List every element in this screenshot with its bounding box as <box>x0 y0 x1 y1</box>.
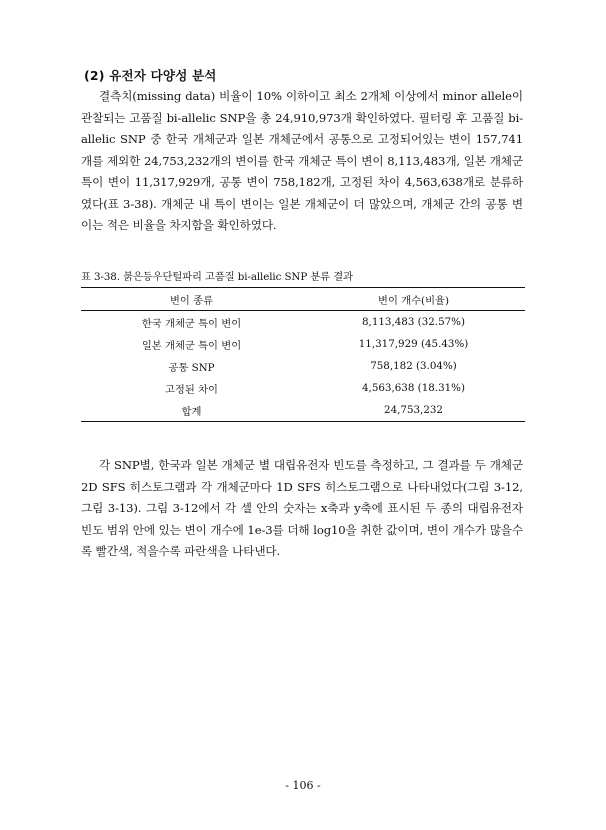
table-row <box>81 333 525 355</box>
cell-variant-count: 758,182 (3.04%) <box>370 360 457 372</box>
cell-variant-type: 한국 개체군 특이 변이 <box>141 317 242 330</box>
cell-variant-count: 11,317,929 (45.43%) <box>358 338 469 350</box>
header-variant-count: 변이 개수(비율) <box>302 288 525 311</box>
section-heading: (2) 유전자 다양성 분석 <box>84 68 217 83</box>
table-header-row <box>81 288 525 311</box>
body-paragraph-2: 각 SNP별, 한국과 일본 개체군 별 대립유전자 빈도를 측정하고, 그 결과를 두 개체군 2D SFS 히스토그램과 각 개체군마다 1D SFS 히스토그램으로 나타내었다(그림 3-12, 그림 3-13). 그림 3-12에서 각 셀 안의 숫자는 x축과 y축에 표시된 두 종의 대립유전자 빈도 범위 안에 있는 변이 개수에 1e-3를 더해 log10을 취한 값이며, 변이 개수가 많을수록 빨간색, 적을수록 파란색을 나타낸다. <box>81 458 523 558</box>
cell-variant-count: 8,113,483 (32.57%) <box>362 316 465 328</box>
table-row <box>81 355 525 377</box>
table-caption: 표 3-38. 붉은등우단털파리 고품질 bi-allelic SNP 분류 결과 <box>81 271 353 283</box>
header-variant-type: 변이 종류 <box>81 288 302 311</box>
cell-variant-type: 고정된 차이 <box>164 383 218 396</box>
cell-total-count: 24,753,232 <box>302 399 525 422</box>
table-total-row <box>81 399 525 422</box>
cell-variant-count: 4,563,638 (18.31%) <box>362 382 465 394</box>
cell-variant-type: 공통 SNP <box>168 361 215 374</box>
cell-total-label: 합계 <box>81 399 302 422</box>
table-row <box>81 377 525 399</box>
cell-variant-type: 일본 개체군 특이 변이 <box>141 339 242 352</box>
snp-classification-table <box>81 287 525 422</box>
table-row <box>81 311 525 334</box>
page-number: - 106 - <box>285 779 321 792</box>
body-paragraph-1: 결측치(missing data) 비율이 10% 이하이고 최소 2개체 이상에서 minor allele이 관찰되는 고품질 bi-allelic SNP을 총 24,910,973개 확인하였다. 필터링 후 고품질 bi-allelic SNP 중 한국 개체군과 일본 개체군에서 공통으로 고정되어있는 변이 157,741개를 제외한 24,753,232개의 변이를 한국 개체군 특이 변이 8,113,483개, 일본 개체군 특이 변이 11,317,929개, 공통 변이 758,182개, 고정된 차이 4,563,638개로 분류하였다(표 3-38). 개체군 내 특이 변이는 일본 개체군이 더 많았으며, 개체군 간의 공통 변이는 적은 비율을 차지함을 확인하였다. <box>81 89 523 232</box>
